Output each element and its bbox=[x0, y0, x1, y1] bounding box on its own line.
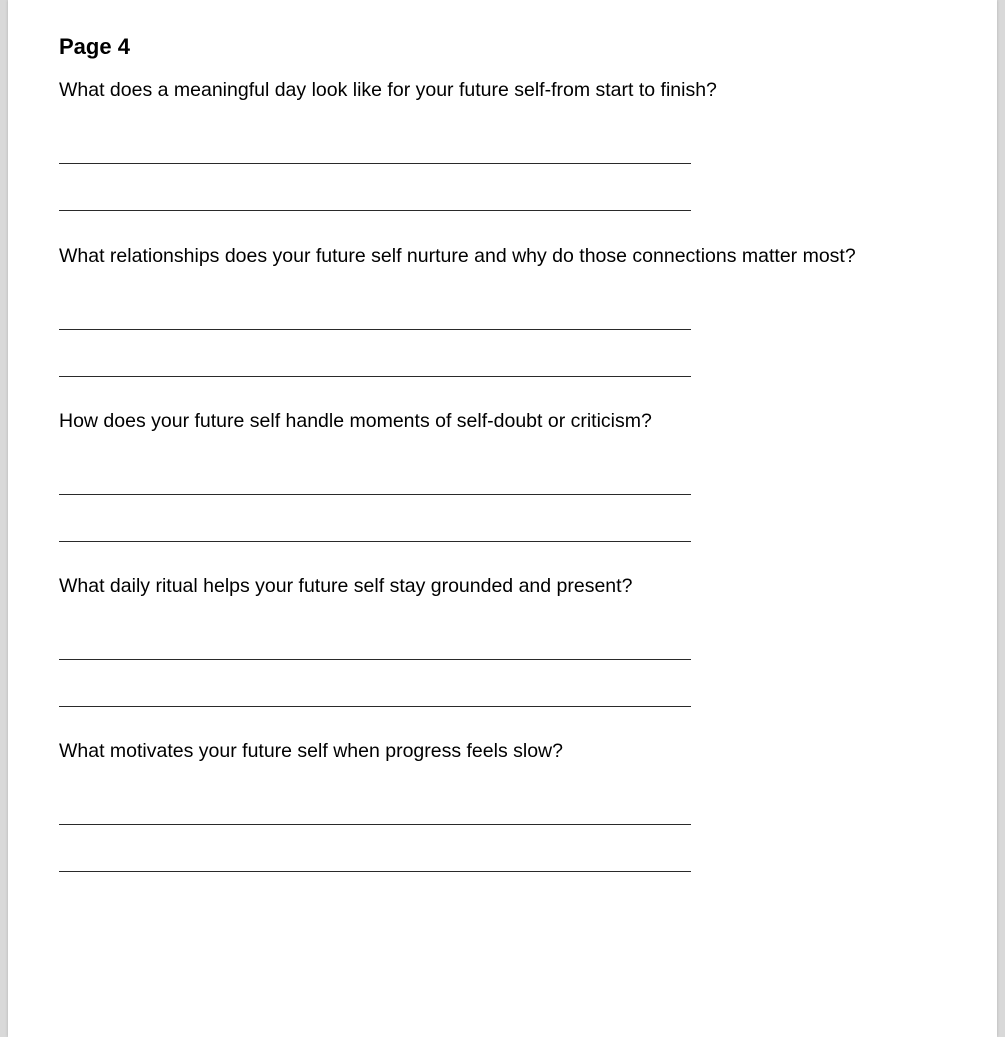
document-page bbox=[8, 0, 997, 1037]
question-3: How does your future self handle moments of self-doubt or criticism? bbox=[59, 410, 652, 432]
answer-line-2b[interactable] bbox=[59, 376, 691, 377]
question-5: What motivates your future self when progress feels slow? bbox=[59, 740, 563, 762]
answer-line-1b[interactable] bbox=[59, 210, 691, 211]
question-4: What daily ritual helps your future self stay grounded and present? bbox=[59, 575, 633, 597]
answer-line-1a[interactable] bbox=[59, 163, 691, 164]
answer-line-3a[interactable] bbox=[59, 494, 691, 495]
question-1: What does a meaningful day look like for your future self-from start to finish? bbox=[59, 79, 717, 101]
question-2: What relationships does your future self nurture and why do those connections matter most? bbox=[59, 245, 856, 267]
answer-line-4a[interactable] bbox=[59, 659, 691, 660]
answer-line-3b[interactable] bbox=[59, 541, 691, 542]
page-title: Page 4 bbox=[59, 34, 130, 59]
answer-line-2a[interactable] bbox=[59, 329, 691, 330]
answer-line-4b[interactable] bbox=[59, 706, 691, 707]
answer-line-5a[interactable] bbox=[59, 824, 691, 825]
answer-line-5b[interactable] bbox=[59, 871, 691, 872]
